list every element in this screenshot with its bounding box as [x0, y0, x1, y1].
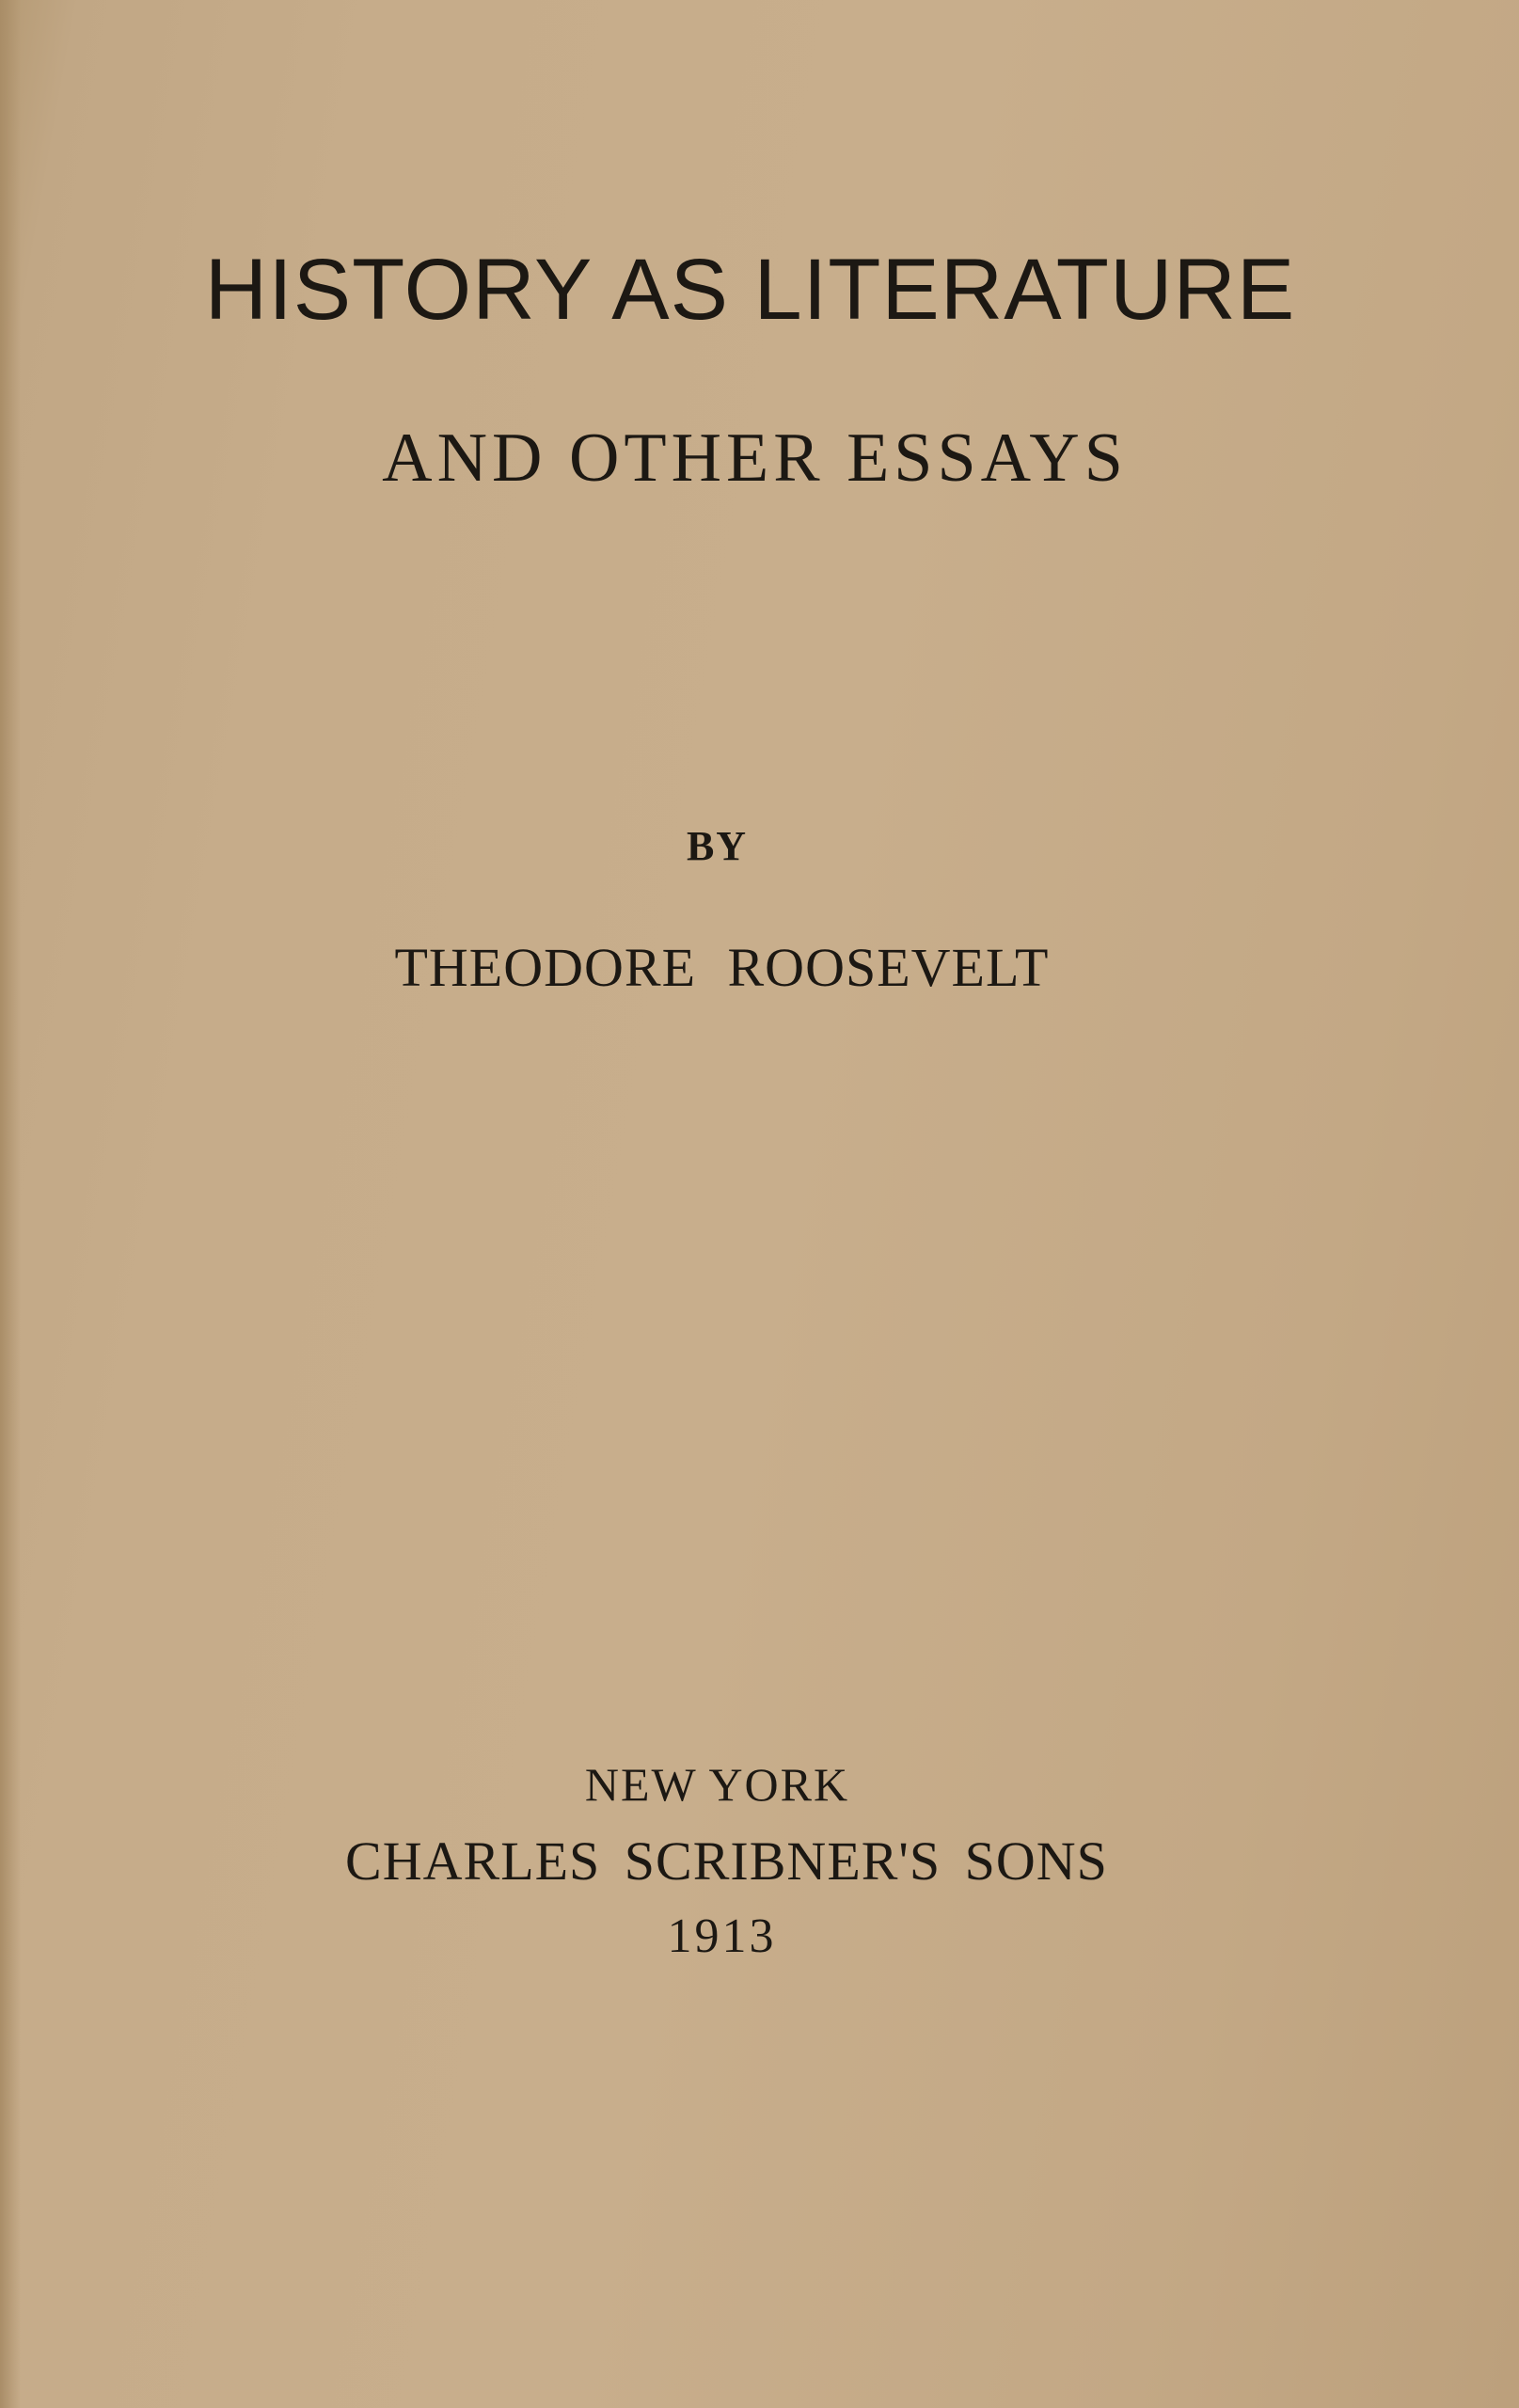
publication-year: 1913	[667, 1909, 777, 1963]
author-name: THEODORE ROOSEVELT	[394, 937, 1050, 998]
publication-place: NEW YORK	[584, 1758, 850, 1811]
book-title: HISTORY AS LITERATURE	[204, 242, 1296, 338]
book-subtitle: AND OTHER ESSAYS	[382, 420, 1128, 497]
page-edge	[0, 0, 21, 2408]
publisher-name: CHARLES SCRIBNER'S SONS	[345, 1830, 1108, 1892]
by-label: BY	[686, 823, 749, 869]
